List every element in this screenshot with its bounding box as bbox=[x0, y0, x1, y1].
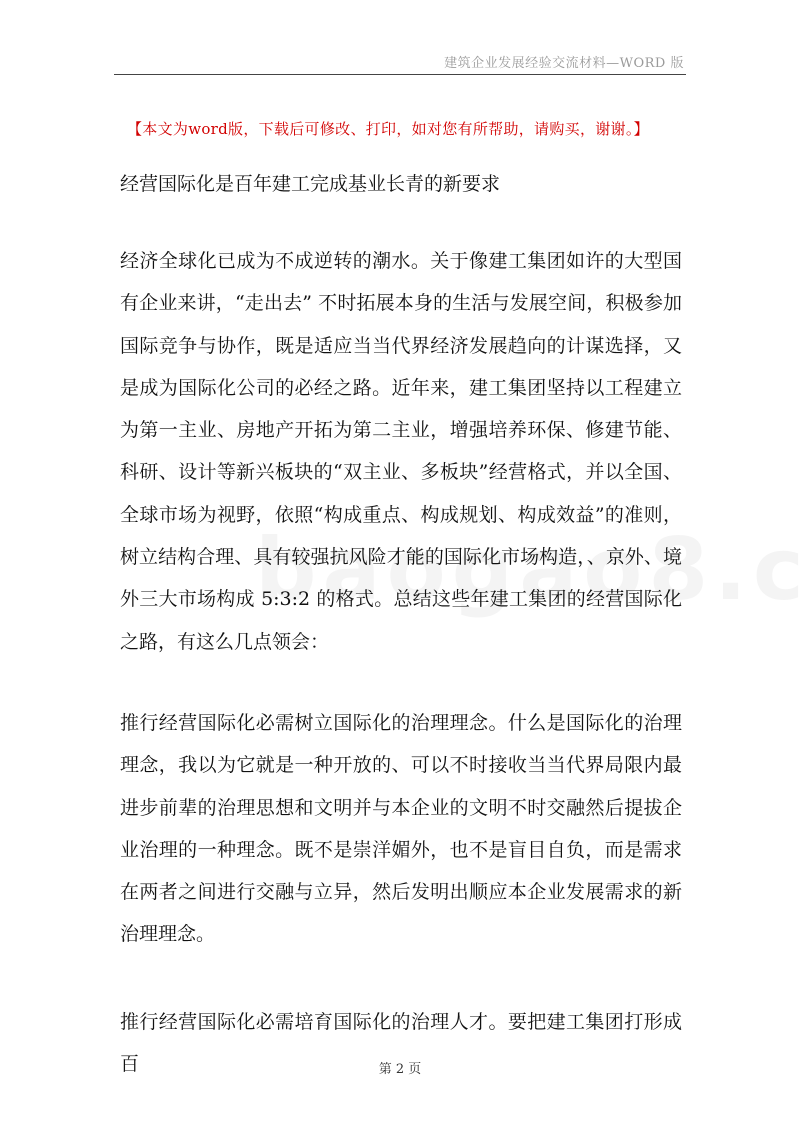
running-header: 建筑企业发展经验交流材料—WORD 版 bbox=[444, 56, 684, 71]
paragraph-3: 推行经营国际化必需培育国际化的治理人才。要把建工集团打形成百 bbox=[120, 1011, 682, 1076]
document-title: 经营国际化是百年建工完成基业长青的新要求 bbox=[120, 173, 501, 195]
page-number: 第 2 页 bbox=[378, 1062, 422, 1077]
paragraph-2: 推行经营国际化必需树立国际化的治理理念。什么是国际化的治理理念，我以为它就是一种开放的、可以不时接收当当代界局限内最进步前辈的治理思想和文明并与本企业的文明不时交融然后提拔企业治理的一种理念。既不是崇洋媚外，也不是盲目自负，而是需求在两者之间进行交融与立异，然后发明出顺应本企业发展需求的新治理理念。 bbox=[120, 712, 682, 946]
paragraph-1: 经济全球化已成为不成逆转的潮水。关于像建工集团如许的大型国有企业来讲，“走出去” 不时拓展本身的生活与发展空间，积极参加国际竞争与协作，既是适应当当代界经济发展趋向的计谋选择，又是成为国际化公司的必经之路。近年来，建工集团坚持以工程建立为第一主业、房地产开拓为第二主业，增强培养环保、修建节能、科研、设计等新兴板块的“双主业、多板块”经营格式，并以全国、全球市场为视野，依照“构成重点、构成规划、构成效益”的准则，树立结构合理、具有较强抗风险才能的国际化市场构造，、京外、境外三大市场构成 5:3:2 的格式。总结这些年建工集团的经营国际化之路，有这么几点领会： bbox=[120, 250, 682, 653]
header-divider bbox=[114, 74, 686, 75]
purchase-notice: 【本文为word版，下载后可修改、打印，如对您有所帮助，请购买，谢谢。】 bbox=[127, 120, 649, 138]
